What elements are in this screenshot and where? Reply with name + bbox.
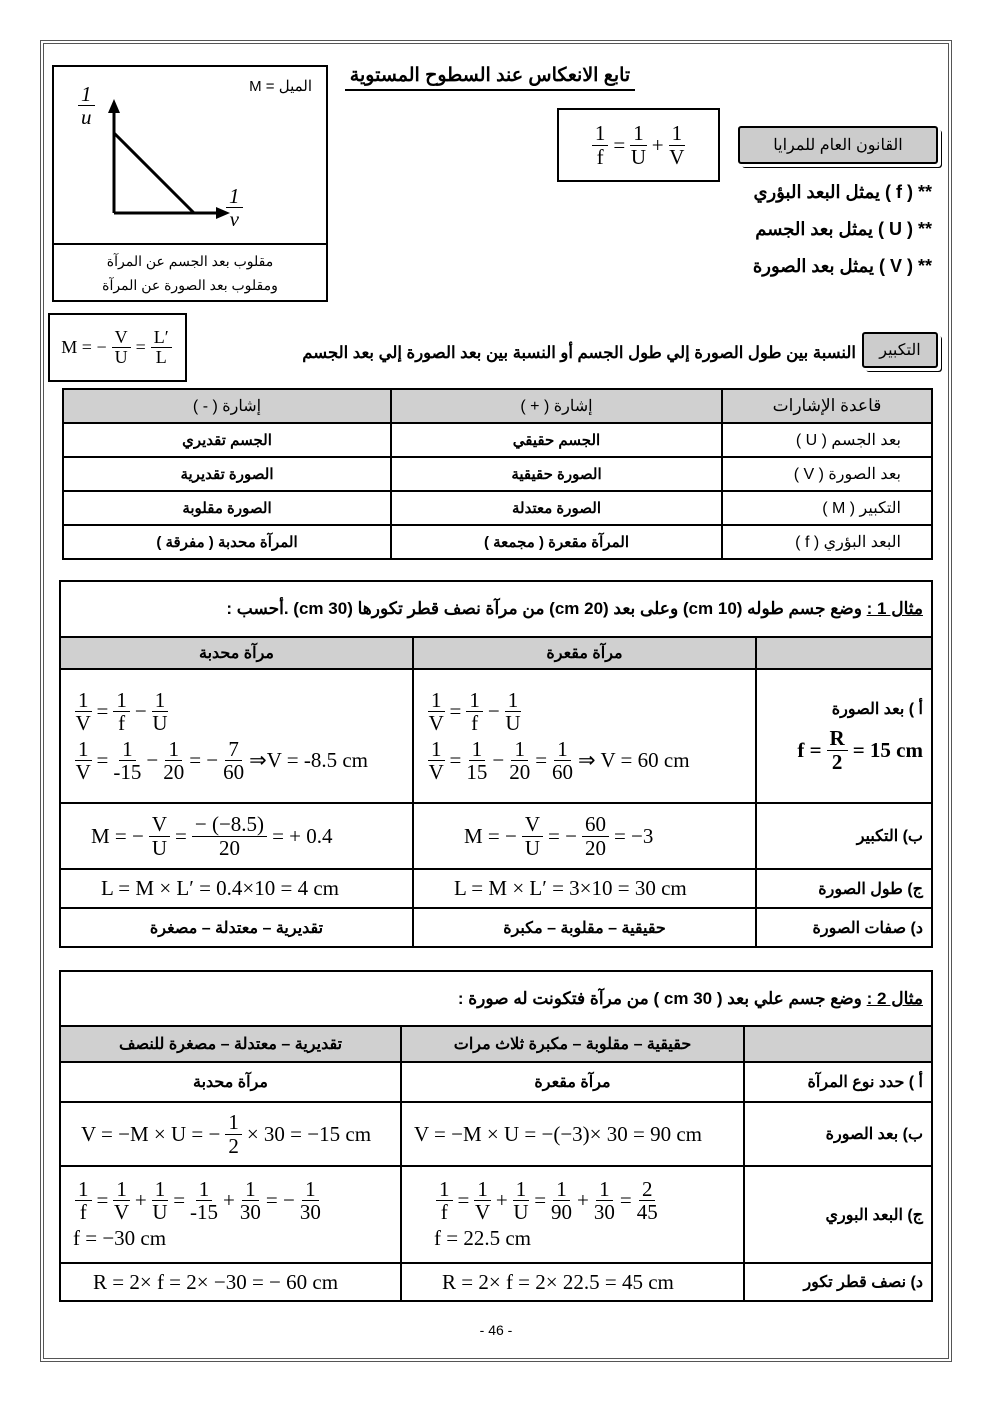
signs-header-minus: إشارة ( - ): [63, 389, 391, 423]
signs-negative: المرآة محدبة ( مفرقة ): [63, 525, 391, 559]
numerator: 1: [474, 1178, 491, 1201]
numerator: 1: [553, 1178, 570, 1201]
ex1-label-image-length: ج) طول الصورة: [756, 869, 932, 908]
math-term: V = −M × U = −: [81, 1121, 221, 1146]
numerator: 1: [113, 1178, 130, 1201]
fraction: [75, 689, 92, 734]
denominator: f: [118, 711, 126, 736]
ex1-convex-image-distance: [60, 669, 413, 803]
denominator: 2: [831, 749, 843, 774]
denominator: 60: [223, 759, 245, 784]
example2-col-b: تقديرية – معتدلة – مصغرة للنصف: [60, 1026, 401, 1062]
denominator: 30: [299, 1200, 321, 1224]
numerator: 1: [466, 689, 483, 712]
ex2-b-image-distance: [60, 1102, 401, 1166]
denominator: 20: [584, 835, 606, 860]
denominator: 20: [218, 835, 240, 860]
denominator: U: [630, 144, 647, 169]
denominator: U: [151, 835, 168, 860]
denominator: U: [152, 711, 168, 736]
fraction: [75, 1178, 92, 1223]
numerator: 1: [196, 1178, 213, 1201]
denominator: -15: [190, 1200, 219, 1224]
numerator: 1: [119, 738, 136, 761]
math-term: +: [651, 132, 664, 157]
numerator: 2: [639, 1178, 656, 1201]
fraction: [300, 1178, 321, 1223]
signs-quantity: بعد الجسم ( U ): [722, 423, 932, 457]
example1-text: وضع جسم طوله (10 cm) وعلى بعد (20 cm) من مرآة نصف قطر تكورها (30 cm) .أحسب :: [226, 599, 862, 618]
numerator: 7: [225, 738, 242, 761]
ex1-concave-image-length: [413, 869, 756, 908]
fraction: [513, 1178, 530, 1223]
fraction: [669, 122, 686, 167]
fraction: [113, 738, 141, 783]
slope-label: الميل = M: [249, 78, 312, 95]
example2-text: وضع جسم علي بعد ( 30 cm ) من مرآة فتكونت له صورة :: [457, 988, 862, 1008]
denominator: u: [81, 105, 92, 130]
signs-row: [63, 525, 932, 559]
math-term: −: [146, 747, 159, 772]
fraction: [522, 813, 543, 858]
signs-row: [63, 491, 932, 525]
fraction: [192, 813, 267, 858]
fraction: [152, 689, 169, 734]
math-term: = −: [189, 747, 219, 772]
def-u: ** ( U ) يمثل بعد الجسم: [755, 219, 932, 239]
denominator: 30: [239, 1200, 261, 1224]
signs-table: [62, 388, 933, 560]
numerator: 1: [165, 738, 182, 761]
numerator: L′: [151, 328, 172, 348]
equation-line: [91, 813, 400, 858]
math-term: = + 0.4: [272, 823, 333, 848]
ex1-label-image-properties: د) صفات الصورة: [756, 908, 932, 947]
equation-line: [73, 1226, 388, 1251]
numerator: 1: [225, 1111, 242, 1134]
fraction: [474, 1178, 491, 1223]
equation-line: [73, 738, 400, 783]
numerator: 1: [428, 689, 445, 712]
fraction: [428, 689, 445, 734]
denominator: V: [75, 759, 91, 784]
signs-negative: الجسم تقديري: [63, 423, 391, 457]
numerator: 1: [513, 1178, 530, 1201]
math-term: =: [96, 699, 109, 724]
denominator: 20: [163, 759, 185, 784]
denominator: V: [669, 144, 685, 169]
graph-box: [52, 65, 328, 302]
fraction: [113, 689, 130, 734]
signs-positive: الصورة معتدلة: [391, 491, 722, 525]
math-term: = −3: [613, 823, 654, 848]
denominator: v: [229, 207, 239, 232]
denominator: 60: [552, 759, 574, 784]
math-term: =: [619, 1188, 632, 1212]
numerator: 1: [596, 1178, 613, 1201]
signs-row: [63, 423, 932, 457]
ex2-a-image-distance: [401, 1102, 744, 1166]
numerator: 1: [469, 738, 486, 761]
equation-line: [81, 1111, 388, 1156]
numerator: 1: [554, 738, 571, 761]
equation-line: [442, 1270, 731, 1295]
math-term: M = −: [464, 823, 517, 848]
denominator: 30: [593, 1200, 615, 1224]
ex2-label-focal-length: ج) البعد البوري: [744, 1166, 932, 1263]
denominator: V: [428, 759, 444, 784]
fraction: [151, 328, 172, 367]
equation-line: [101, 876, 400, 901]
denominator: U: [152, 1200, 168, 1224]
mirror-law-banner: القانون العام للمرايا: [738, 126, 938, 164]
math-term: −: [134, 699, 147, 724]
signs-quantity: بعد الصورة ( V ): [722, 457, 932, 491]
magnification-banner: التكبير: [862, 332, 938, 368]
def-v: ** ( V ) يمثل بعد الصورة: [752, 256, 932, 276]
equation-line: [73, 1178, 388, 1223]
equation-line: [434, 1226, 731, 1251]
math-term: =: [96, 1188, 109, 1212]
denominator: U: [524, 835, 541, 860]
fraction: [149, 813, 170, 858]
fraction: [240, 1178, 261, 1223]
ex1-row-image-distance: [756, 669, 932, 803]
math-term: =: [173, 1188, 186, 1212]
page-number: - 46 -: [479, 1322, 513, 1338]
denominator: 2: [228, 1133, 239, 1158]
numerator: 60: [582, 813, 609, 836]
numerator: 1: [511, 738, 528, 761]
math-term: +: [223, 1188, 235, 1212]
magnification-definition: النسبة بين طول الصورة إلي طول الجسم أو النسبة بين بعد الصورة إلي بعد الجسم: [302, 344, 856, 362]
equation-line: [414, 1122, 731, 1147]
math-term: +: [577, 1188, 589, 1212]
denominator: 15: [466, 759, 488, 784]
denominator: -15: [113, 759, 142, 784]
fraction: [582, 813, 609, 858]
equation-line: [426, 738, 743, 783]
example2-table: [59, 970, 933, 1302]
ex1-convex-image-length: [60, 869, 413, 908]
fraction: [552, 738, 573, 783]
math-term: R = 2× f = 2× 22.5 = 45 cm: [442, 1269, 674, 1294]
ex2-label-radius: د) نصف قطر تكور: [744, 1263, 932, 1301]
fraction: [163, 738, 184, 783]
numerator: V: [149, 813, 170, 836]
numerator: 1: [226, 185, 243, 208]
equation-line: [464, 813, 743, 858]
math-term: =: [449, 747, 462, 772]
denominator: 45: [636, 1200, 658, 1224]
numerator: − (−8.5): [192, 813, 267, 836]
numerator: 1: [669, 122, 686, 145]
math-term: =: [613, 132, 626, 157]
math-term: +: [495, 1188, 508, 1212]
math-term: ⇒V = -8.5 cm: [249, 747, 368, 772]
ex2-b-focal-length: [60, 1166, 401, 1263]
math-term: M = −: [61, 337, 107, 357]
equation-line: [434, 1178, 731, 1223]
numerator: 1: [436, 1178, 453, 1201]
signs-quantity: البعد البؤري ( f ): [722, 525, 932, 559]
fraction: [223, 738, 244, 783]
fraction: [466, 738, 487, 783]
ex2-a-focal-length: [401, 1166, 744, 1263]
equation-line: [426, 689, 743, 734]
fraction: [509, 738, 530, 783]
numerator: 1: [302, 1178, 319, 1201]
numerator: 1: [505, 689, 522, 712]
fraction: [594, 1178, 615, 1223]
math-term: = 15 cm: [852, 737, 923, 762]
equation-line: [93, 1270, 388, 1295]
example1-blank-header: [756, 637, 932, 669]
numerator: V: [112, 328, 131, 348]
fraction: [551, 1178, 572, 1223]
math-term: V = −M × U = −(−3)× 30 = 90 cm: [414, 1121, 703, 1146]
signs-header-rule: قاعدة الإشارات: [722, 389, 932, 423]
math-term: R = 2× f = 2× −30 = − 60 cm: [93, 1269, 339, 1294]
inverse-graph: [54, 67, 326, 243]
example1-col-concave: مرآة مقعرة: [413, 637, 756, 669]
example1-table: [59, 580, 933, 948]
mirror-law-box: [557, 108, 720, 182]
ex1-concave-properties: حقيقية – مقلوبة – مكبرة: [413, 908, 756, 947]
ex1-convex-magnification: [60, 803, 413, 869]
ex1-focal-from-radius: [797, 727, 923, 772]
numerator: 1: [428, 738, 445, 761]
math-term: = −: [265, 1188, 295, 1212]
ex2-a-mirror-type: مرآة مقعرة: [401, 1062, 744, 1102]
math-term: =: [449, 699, 462, 724]
page-title: تابع الانعكاس عند السطوح المستوية: [345, 64, 635, 91]
math-term: f = −30 cm: [73, 1226, 167, 1251]
math-term: =: [135, 337, 146, 357]
example2-col-a: حقيقية – مقلوبة – مكبرة ثلاث مرات: [401, 1026, 744, 1062]
ex1-convex-properties: تقديرية – معتدلة – مصغرة: [60, 908, 413, 947]
ex2-label-mirror-type: أ ) حدد نوع المرآة: [744, 1062, 932, 1102]
ex1-concave-magnification: [413, 803, 756, 869]
fraction: [428, 738, 445, 783]
math-term: −: [492, 747, 505, 772]
signs-quantity: التكبير ( M ): [722, 491, 932, 525]
denominator: 20: [509, 759, 531, 784]
ex2-b-radius: [60, 1263, 401, 1301]
numerator: 1: [75, 689, 92, 712]
numerator: R: [827, 727, 848, 750]
fraction: [75, 738, 92, 783]
math-term: =: [457, 1188, 470, 1212]
math-term: =: [534, 1188, 547, 1212]
signs-negative: الصورة تقديرية: [63, 457, 391, 491]
math-term: +: [134, 1188, 147, 1212]
magnification-box: [48, 313, 187, 382]
denominator: f: [79, 1200, 87, 1224]
signs-negative: الصورة مقلوبة: [63, 491, 391, 525]
numerator: 1: [592, 122, 609, 145]
numerator: 1: [630, 122, 647, 145]
fraction: [630, 122, 647, 167]
numerator: 1: [75, 1178, 92, 1201]
graph-caption-2: ومقلوب بعد الصورة عن المرآة: [102, 277, 278, 293]
fraction: [466, 689, 483, 734]
numerator: V: [522, 813, 543, 836]
denominator: U: [505, 711, 521, 736]
math-term: =: [175, 823, 187, 848]
example2-heading: مثال 2 :: [866, 988, 923, 1008]
signs-positive: المرآة مقعرة ( مجمعة ): [391, 525, 722, 559]
fraction: [152, 1178, 169, 1223]
math-term: L = M × L′ = 0.4×10 = 4 cm: [101, 876, 340, 900]
ex2-a-radius: [401, 1263, 744, 1301]
denominator: f: [471, 711, 479, 736]
numerator: 1: [113, 689, 130, 712]
fraction: [225, 1111, 242, 1156]
math-term: −: [487, 699, 500, 724]
equation-line: [454, 876, 743, 901]
def-f: ** ( f ) يمثل البعد البؤري: [753, 182, 932, 202]
fraction: [827, 727, 848, 772]
signs-row: [63, 457, 932, 491]
fraction: [190, 1178, 218, 1223]
fraction: [113, 1178, 130, 1223]
math-term: ⇒ V = 60 cm: [578, 747, 690, 772]
example2-blank-header: [744, 1026, 932, 1062]
math-term: = −: [548, 823, 577, 848]
math-term: f = 22.5 cm: [434, 1226, 531, 1251]
ex2-label-image-distance: ب) بعد الصورة: [744, 1102, 932, 1166]
denominator: L: [155, 347, 167, 367]
math-term: =: [96, 747, 109, 772]
fraction: [592, 122, 609, 167]
numerator: 1: [75, 738, 92, 761]
example1-col-convex: مرآة محدبة: [60, 637, 413, 669]
denominator: f: [440, 1200, 448, 1224]
ex1-concave-image-distance: [413, 669, 756, 803]
math-term: × 30 = −15 cm: [246, 1121, 372, 1146]
mirror-law-equation: [590, 122, 687, 167]
numerator: 1: [78, 83, 95, 106]
math-term: L = M × L′ = 3×10 = 30 cm: [454, 876, 687, 900]
denominator: f: [596, 144, 604, 169]
signs-positive: الصورة حقيقية: [391, 457, 722, 491]
equation-line: [73, 689, 400, 734]
fraction: [505, 689, 522, 734]
denominator: V: [428, 711, 444, 736]
denominator: U: [114, 347, 128, 367]
fraction: [436, 1178, 453, 1223]
numerator: 1: [152, 689, 169, 712]
math-term: =: [535, 747, 548, 772]
math-term: f =: [797, 737, 822, 762]
fraction: [112, 328, 131, 367]
signs-positive: الجسم حقيقي: [391, 423, 722, 457]
ex1-label-magnification: ب) التكبير: [756, 803, 932, 869]
signs-header-plus: إشارة ( + ): [391, 389, 722, 423]
graph-caption-1: مقلوب بعد الجسم عن المرآة: [106, 253, 274, 269]
math-term: M = −: [91, 823, 144, 848]
fraction: [637, 1178, 658, 1223]
magnification-equation: [61, 328, 173, 367]
denominator: V: [114, 1200, 130, 1224]
denominator: 90: [551, 1200, 573, 1224]
denominator: U: [513, 1200, 529, 1224]
numerator: 1: [152, 1178, 169, 1201]
denominator: V: [475, 1200, 491, 1224]
ex2-b-mirror-type: مرآة محدبة: [60, 1062, 401, 1102]
numerator: 1: [242, 1178, 259, 1201]
ex1-label-image-distance: أ ) بعد الصورة: [831, 701, 923, 719]
denominator: V: [75, 711, 91, 736]
example1-heading: مثال 1 :: [866, 599, 923, 618]
